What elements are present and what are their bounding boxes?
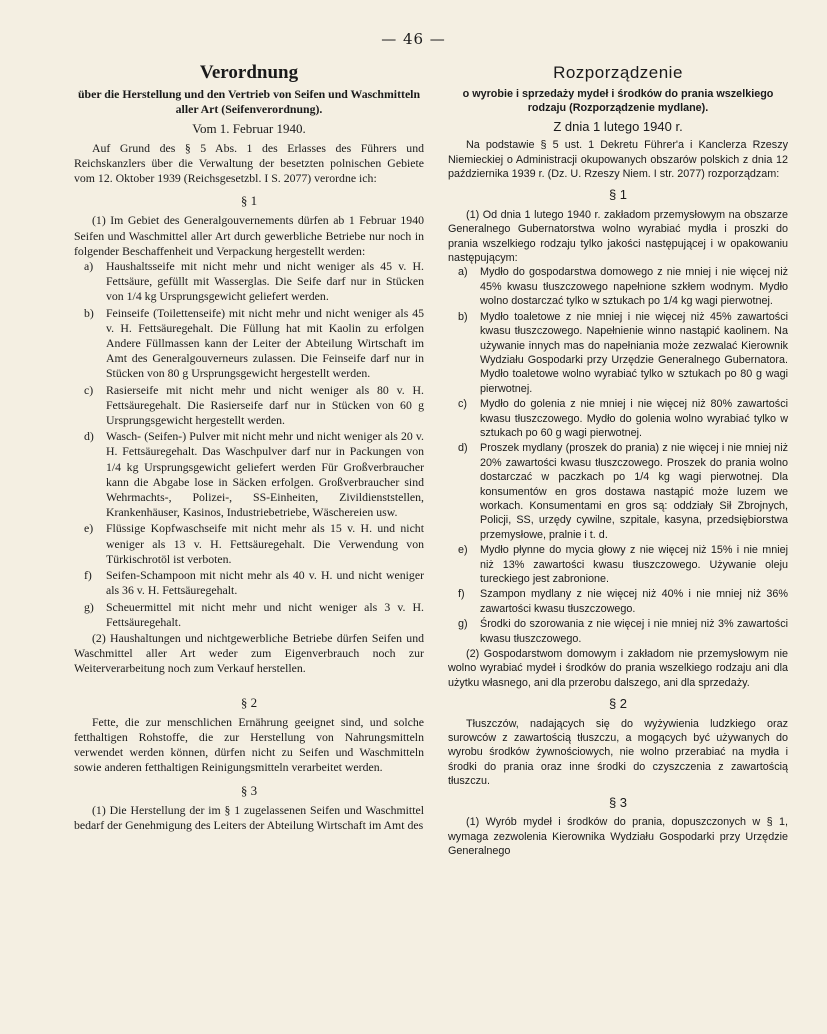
list-item-mark: d) — [458, 442, 468, 455]
list-item-text: Feinseife (Toilettenseife) mit nicht mehr und nicht weniger als 45 v. H. Fettsäuregehalt. Die Füllung hat mit Kaolin zu erfolgen Andere Füllmassen kann der Leiter der Abteilung Wirtschaft im Amt des Generalgouverneurs zulassen. Die Feinseife darf nur in Stücken von 80 g Ursprungsgewicht hergestellt werden. — [106, 305, 424, 381]
list-item — [84, 259, 424, 305]
german-subtitle: über die Herstellung und den Vertrieb von Seifen und Waschmitteln aller Art (Seifenverordnung). — [77, 87, 421, 117]
page-number: — 46 — — [381, 30, 446, 48]
polish-section-1-list — [448, 265, 788, 646]
list-item-text: Seifen-Schampoon mit nicht mehr als 40 v. H. und nicht weniger als 36 v. H. Fettsäuregehalt. — [106, 568, 424, 598]
polish-section-1-heading: § 1 — [608, 187, 628, 203]
list-item-text: Mydło toaletowe z nie mniej i nie więcej niż 45% zawartości kwasu tłuszczowego. Napełnienie winno nastąpić kaolinem. Na używanie innych mas do napełniania może zezwalać Kierownik Wydziału Gospodarki przy Urzędzie Generalnego Gubernatora. Mydło toaletowe wolno wyrabiać tylko w sztukach po 80 g wagi pierwotnej. — [480, 310, 788, 395]
list-item-text: Środki do szorowania z nie więcej i nie mniej niż 3% zawartości kwasu tłuszczowego. — [480, 618, 788, 645]
german-preamble: Auf Grund des § 5 Abs. 1 des Erlasses des Führers und Reichskanzlers über die Verwaltung der besetzten polnischen Gebiete vom 12. Oktober 1939 (Reichsgesetzbl. I S. 2077) verordne ich: — [74, 140, 424, 186]
polish-title: Rozporządzenie — [553, 63, 683, 82]
list-item — [458, 310, 788, 396]
list-item-mark: a) — [458, 266, 468, 279]
polish-column — [448, 62, 788, 858]
list-item-mark: f) — [84, 568, 92, 583]
polish-section-1-paragraph-2: (2) Gospodarstwom domowym i zakładom nie przemysłowym nie wolno wyrabiać mydeł i środków do prania wszelkiego rodzaju ani dla użytku własnego, ani dla przerobu dalszego, ani dla sprzedaży. — [448, 648, 788, 689]
german-section-1-list — [74, 259, 424, 630]
polish-section-2-text: Tłuszczów, nadających się do wyżywienia ludzkiego oraz surowców z zawartością tłuszczu, a mogących być używanych do wyrobu środków żywnościowych, nie wolno przerabiać na mydła i środki do prania oraz inne środki do czyszczenia z zawartością tłuszczu. — [448, 717, 788, 788]
list-item — [84, 600, 424, 630]
german-section-1-paragraph-2: (2) Haushaltungen und nichtgewerbliche Betriebe dürfen Seifen und Waschmittel aller Art weder zum Eigenverbrauch noch zur Weiterverarbeitung noch zum Verkauf herstellen. — [74, 630, 424, 676]
german-section-3-text: (1) Die Herstellung der im § 1 zugelassenen Seifen und Waschmittel bedarf der Genehmigung des Leiters der Abteilung Wirtschaft im Amt des — [74, 802, 424, 832]
list-item-mark: e) — [458, 544, 468, 557]
list-item-mark: d) — [84, 429, 94, 444]
list-item — [458, 397, 788, 440]
list-item-text: Scheuermittel mit nicht mehr und nicht weniger als 3 v. H. Fettsäuregehalt. — [106, 599, 424, 629]
list-item — [458, 587, 788, 616]
list-item — [84, 568, 424, 598]
german-column — [74, 62, 424, 833]
german-title: Verordnung — [199, 62, 299, 83]
polish-section-3-text: (1) Wyrób mydeł i środków do prania, dopuszczonych w § 1, wymaga zezwolenia Kierownika Wydziału Gospodarki przy Urzędzie Generalnego — [448, 816, 788, 857]
german-section-1-paragraph-1: (1) Im Gebiet des Generalgouvernements dürfen ab 1 Februar 1940 Seifen und Waschmittel aller Art durch gewerbliche Betriebe nur noch in folgender Beschaffenheit und Verpackung hergestellt werden: — [74, 213, 424, 258]
list-item — [458, 441, 788, 542]
list-item — [458, 265, 788, 308]
german-section-3-heading: § 3 — [240, 782, 258, 798]
list-item-text: Mydło do golenia z nie mniej i nie więcej niż 80% zawartości kwasu tłuszczowego. Mydło do golenia wolno wyrabiać tylko w sztukach po 60 g wagi pierwotnej. — [480, 398, 788, 439]
list-item-mark: f) — [458, 588, 465, 601]
list-item-mark: e) — [84, 521, 94, 536]
list-item — [84, 306, 424, 382]
list-item-mark: g) — [84, 599, 94, 614]
polish-subtitle: o wyrobie i sprzedaży mydeł i środków do prania wszelkiego rodzaju (Rozporządzenie mydlane). — [462, 88, 774, 115]
list-item-mark: c) — [84, 382, 94, 397]
list-item-mark: b) — [84, 305, 94, 320]
list-item-text: Wasch- (Seifen-) Pulver mit nicht mehr und nicht weniger als 20 v. H. Fettsäuregehalt. Das Waschpulver darf nur in Packungen von 1/4 kg Ursprungsgewicht geliefert werden Für Großverbraucher kann die Abgabe lose in Säcken erfolgen. Großverbraucher sind Wehrmachts-, Polizei-, SS-Einheiten, Zivildienststellen, Krankenhäuser, Kasinos, Industriebetriebe, Wäschereien usw. — [106, 429, 424, 520]
polish-section-3-heading: § 3 — [608, 794, 628, 810]
list-item-text: Mydło do gospodarstwa domowego z nie mniej i nie więcej niż 45% kwasu tłuszczowego napełnione szkłem wodnym. Mydło wolno dostarczać tylko w sztukach po 1/4 kg wagi pierwotnej. — [480, 266, 788, 308]
polish-section-2-heading: § 2 — [608, 696, 628, 712]
list-item — [84, 521, 424, 567]
list-item — [458, 543, 788, 586]
german-section-2-heading: § 2 — [240, 694, 258, 710]
list-item-text: Szampon mydlany z nie więcej niż 40% i nie mniej niż 36% zawartości kwasu tłuszczowego. — [480, 588, 788, 615]
list-item-text: Flüssige Kopfwaschseife mit nicht mehr als 15 v. H. und nicht weniger als 13 v. H. Fettsäuregehalt. Die Verwendung von Türkischrotöl ist verboten. — [106, 521, 424, 566]
polish-date: Z dnia 1 lutego 1940 r. — [553, 118, 683, 134]
list-item-mark: g) — [458, 618, 468, 631]
list-item-text: Proszek mydlany (proszek do prania) z nie więcej i nie mniej niż 20% zawartości kwasu tłuszczowego. Proszek do prania wolno dostarczać w paczkach po 1/4 kg wagi pierwotnej. Dla konsumentów en gros dostawa nastąpić może luzem we workach. Konsumentami en gros są: oddziały Sił Zbrojnych, Policji, SS, urzędy cywilne, szpitale, kasyna, przedsiębiorstwa przemysłowe, pralnie i t. d. — [480, 442, 788, 541]
list-item — [458, 617, 788, 646]
list-item — [84, 383, 424, 429]
list-item-text: Haushaltsseife mit nicht mehr und nicht weniger als 45 v. H. Fettsäure, gefüllt mit Wasserglas. Die Seife darf nur in Stücken von 1/4 kg Ursprungsgewicht geliefert werden. — [106, 259, 424, 304]
list-item-text: Rasierseife mit nicht mehr und nicht weniger als 80 v. H. Fettsäuregehalt. Die Rasierseife darf nur in Stücken von 60 g Ursprungsgewicht hergestellt werden. — [106, 382, 424, 428]
german-section-1-heading: § 1 — [240, 193, 258, 209]
list-item — [84, 429, 424, 520]
list-item-mark: a) — [84, 259, 94, 274]
list-item-text: Mydło płynne do mycia głowy z nie więcej niż 15% i nie mniej niż 13% zawartości kwasu tłuszczowego. Używanie oleju tureckiego jest zabronione. — [480, 544, 788, 585]
german-section-2-text: Fette, die zur menschlichen Ernährung geeignet sind, und solche fetthaltigen Rohstoffe, die zur Herstellung von Nahrungsmitteln verwendet werden können, dürfen nicht zu Seifen und Waschmitteln sowie anderen fetthaltigen Reinigungsmitteln verarbeitet werden. — [74, 714, 424, 775]
polish-preamble: Na podstawie § 5 ust. 1 Dekretu Führer'a i Kanclerza Rzeszy Niemieckiej o Administracji okupowanych obszarów polskich z dnia 12 października 1939 r. (Dz. U. Rzeszy Niem. I str. 2077) rozporządzam: — [448, 139, 788, 181]
german-date: Vom 1. Februar 1940. — [192, 121, 306, 137]
list-item-mark: c) — [458, 398, 467, 411]
polish-section-1-paragraph-1: (1) Od dnia 1 lutego 1940 r. zakładom przemysłowym na obszarze Generalnego Gubernatorstwa wolno wyrabiać mydła i proszki do prania wszelkiego rodzaju tylko jakości następującej i w opakowaniu następującym: — [448, 208, 788, 265]
list-item-mark: b) — [458, 310, 468, 323]
